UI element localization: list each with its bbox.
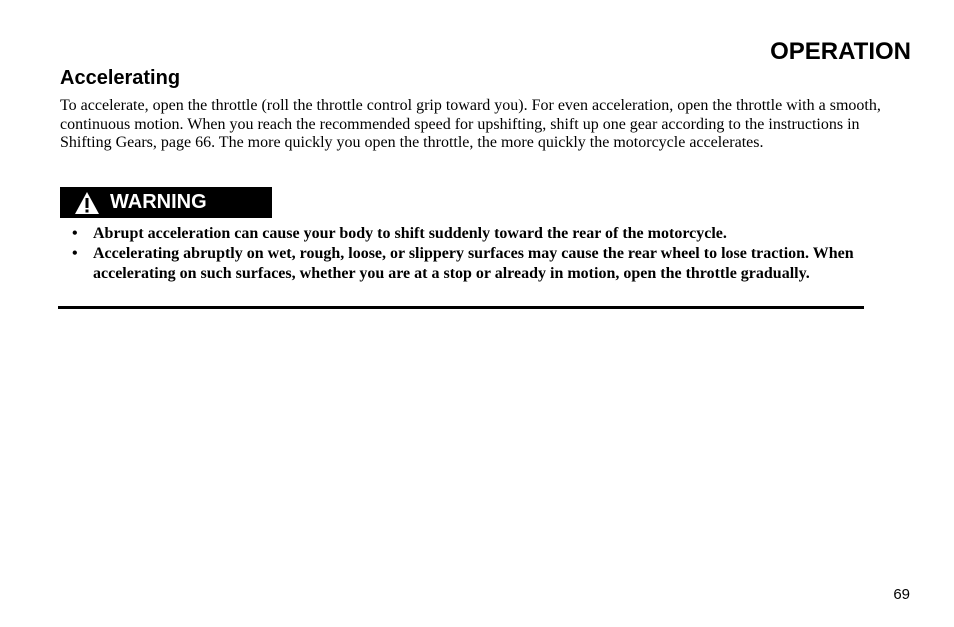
warning-label: WARNING xyxy=(110,191,207,213)
body-paragraph: To accelerate, open the throttle (roll the throttle control grip toward you). For even acceleration, open the throttle with a smooth, continuous motion. When you reach the recommended speed for upshifting, shift up one gear according to the instructions in Shifting Gears, page 66. The more quickly you open the throttle, the more quickly the motorcycle accelerates. xyxy=(60,97,881,151)
section-title: OPERATION xyxy=(770,38,911,65)
page-number: 69 xyxy=(893,586,910,603)
warning-banner xyxy=(60,187,272,218)
warning-item xyxy=(72,224,862,244)
warning-triangle-icon xyxy=(74,191,100,215)
warning-item xyxy=(72,244,862,284)
warning-item-text: Abrupt acceleration can cause your body to shift suddenly toward the rear of the motorcycle. xyxy=(93,225,727,242)
warning-item-text: Accelerating abruptly on wet, rough, loose, or slippery surfaces may cause the rear wheel to lose traction. When accelerating on such surfaces, whether you are at a stop or already in motion, open the throttle gradually. xyxy=(93,245,854,282)
bullet: • xyxy=(72,245,78,262)
bullet: • xyxy=(72,225,78,242)
warning-bottom-rule xyxy=(58,306,864,309)
page-heading: Accelerating xyxy=(60,67,181,89)
warning-list xyxy=(72,224,862,284)
